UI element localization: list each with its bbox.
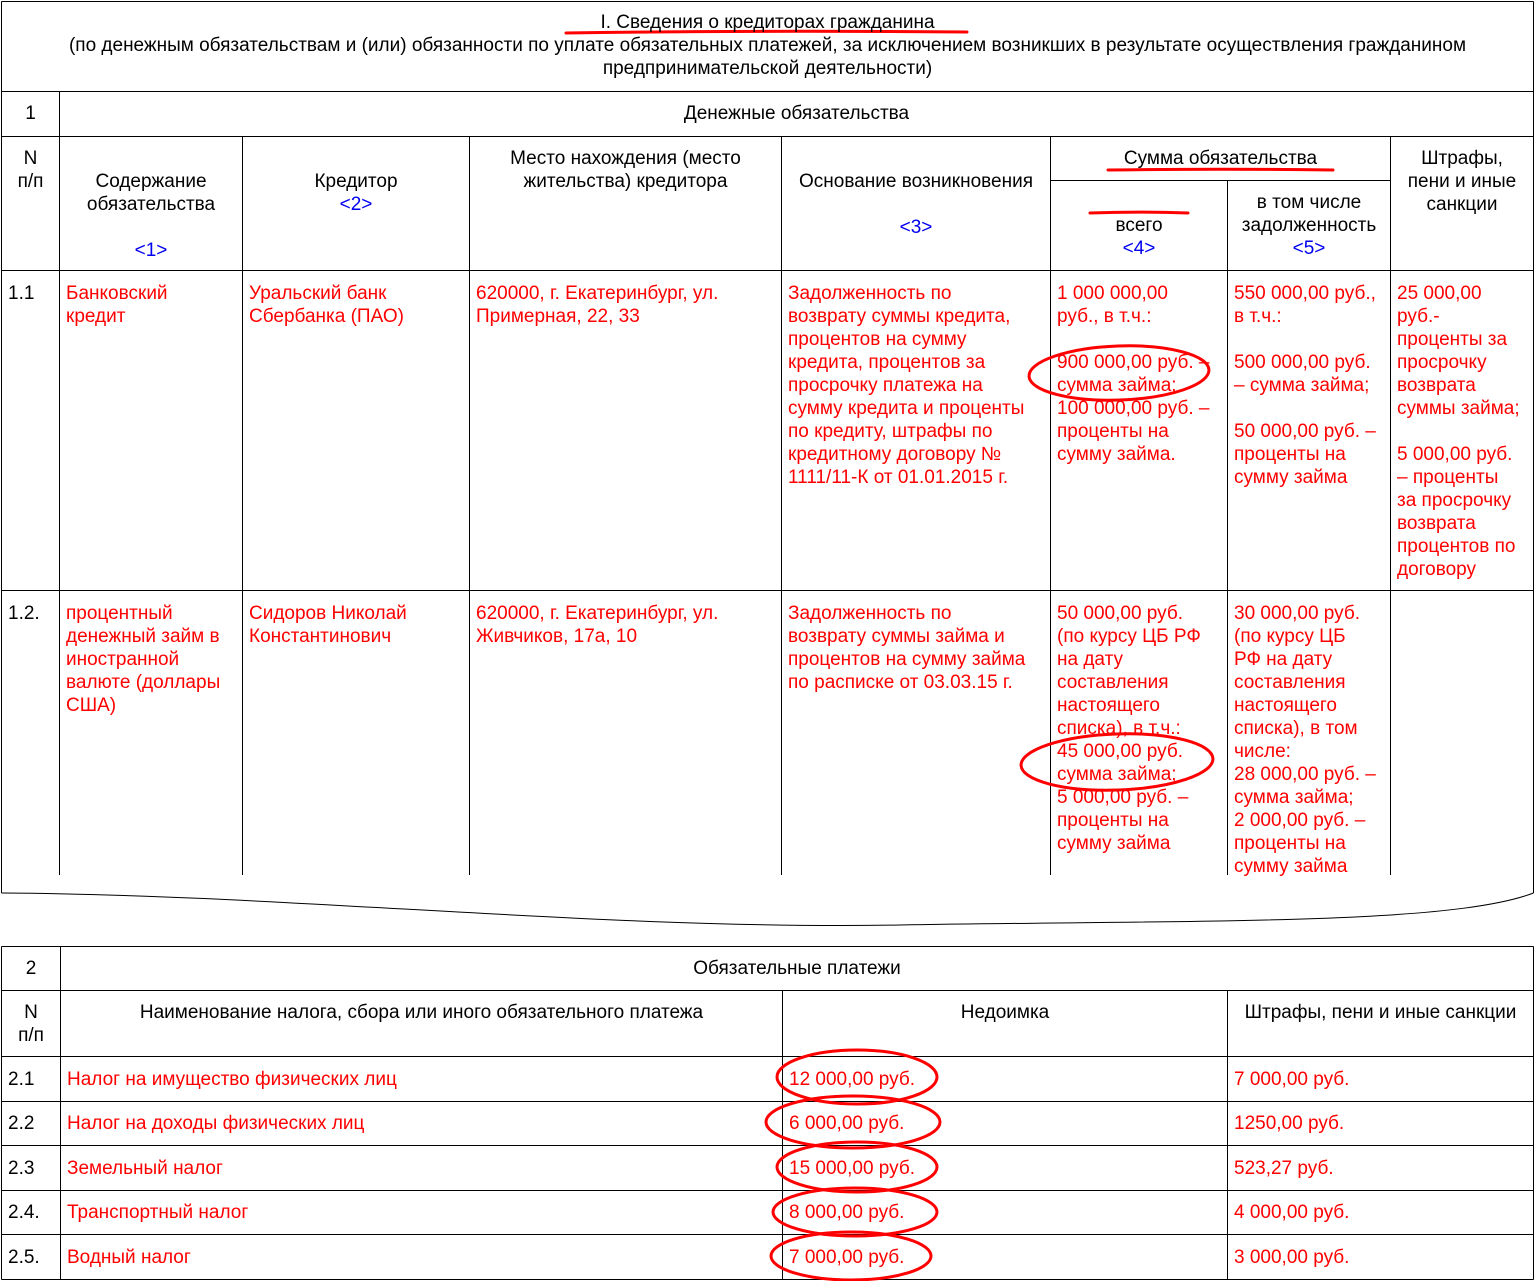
monetary-row-num: 1	[25, 103, 36, 124]
row-1-2-creditor: Сидоров Николай Константинович	[249, 603, 407, 647]
header-creditor-label: Кредитор	[314, 171, 398, 192]
payment-row-2-4-arrears: 8 000,00 руб.	[789, 1202, 905, 1223]
header-location: Место нахождения (место жительства) кредитора	[510, 148, 741, 192]
header-total-label: всего	[1115, 215, 1163, 236]
row-1-2-location: 620000, г. Екатеринбург, ул. Живчиков, 17а, 10	[476, 603, 719, 647]
payment-row-2-2-name: Налог на доходы физических лиц	[67, 1113, 365, 1134]
payments-header-fines: Штрафы, пени и иные санкции	[1244, 1002, 1517, 1023]
header-basis-label: Основание возникновения	[798, 171, 1033, 192]
payment-row-2-2-num: 2.2	[8, 1113, 35, 1134]
section-subtitle: (по денежным обязательствам и (или) обязанности по уплате обязательных платежей, за исключением возникших в результате осуществления гражданином предпринимательской деятельности)	[68, 35, 1467, 79]
payment-row-2-1-arrears: 12 000,00 руб.	[789, 1069, 916, 1090]
payment-row-2-1-fines: 7 000,00 руб.	[1234, 1069, 1350, 1090]
payment-row-2-1-name: Налог на имущество физических лиц	[67, 1069, 397, 1090]
header-content-label: Содержание обязательства	[86, 171, 216, 215]
monetary-title: Денежные обязательства	[683, 103, 910, 124]
header-creditor	[243, 147, 469, 216]
payment-row-2-5-fines: 3 000,00 руб.	[1234, 1247, 1350, 1268]
row-1-2-debt: 30 000,00 руб. (по курсу ЦБ РФ на дату составления настоящего списка), в том числе: 28 000,00 руб. – сумма займа; 2 000,00 руб. – проценты на сумму займа	[1234, 603, 1376, 876]
row-1-2-content: процентный денежный займ в иностранной валюте (доллары США)	[66, 603, 221, 716]
payment-row-2-4-fines: 4 000,00 руб.	[1234, 1202, 1350, 1223]
row-1-1-debt: 550 000,00 руб., в т.ч.: 500 000,00 руб. – сумма займа; 50 000,00 руб. – проценты на сумму займа	[1234, 283, 1376, 488]
payment-row-2-3-fines: 523,27 руб.	[1234, 1158, 1334, 1179]
row-1-1-fines: 25 000,00 руб.- проценты за просрочку возврата суммы займа; 5 000,00 руб. – проценты за просрочку возврата процентов по договору	[1397, 283, 1520, 580]
header-incl-debt-label: в том числе задолженность	[1241, 192, 1377, 236]
header-total-ref-link[interactable]: <4>	[1122, 238, 1156, 259]
payments-title: Обязательные платежи	[693, 958, 901, 979]
row-1-1-content: Банковский кредит	[66, 283, 168, 327]
payment-row-2-1-num: 2.1	[8, 1069, 35, 1090]
header-basis-ref-link[interactable]: <3>	[899, 217, 933, 238]
payment-row-2-3-arrears: 15 000,00 руб.	[789, 1158, 916, 1179]
payment-row-2-4-num: 2.4.	[8, 1202, 40, 1223]
header-content	[60, 147, 242, 262]
payment-row-2-3-num: 2.3	[8, 1158, 35, 1179]
header-total	[1051, 191, 1227, 260]
payment-row-2-5-name: Водный налог	[67, 1247, 191, 1268]
payment-row-2-5-arrears: 7 000,00 руб.	[789, 1247, 905, 1268]
header-incl-debt-ref-link[interactable]: <5>	[1292, 238, 1326, 259]
payments-row-num: 2	[25, 958, 37, 979]
payment-row-2-2-arrears: 6 000,00 руб.	[789, 1113, 905, 1134]
header-basis	[782, 147, 1050, 239]
header-creditor-ref-link[interactable]: <2>	[339, 194, 373, 215]
row-1-1-num: 1.1	[8, 283, 35, 304]
row-1-2-total: 50 000,00 руб. (по курсу ЦБ РФ на дату составления настоящего списка), в т.ч.: 45 000,00 руб. сумма займа; 5 000,00 руб. – проценты на сумму займа	[1057, 603, 1201, 854]
row-1-1-basis: Задолженность по возврату суммы кредита, процентов на сумму кредита, процентов за просрочку платежа на сумму кредита и проценты по кредиту, штрафы по кредитному договору № 1111/11-К от 01.01.2015 г.	[788, 283, 1025, 488]
header-incl-debt	[1228, 191, 1390, 260]
row-1-1-creditor: Уральский банк Сбербанка (ПАО)	[249, 283, 404, 327]
row-1-1-location: 620000, г. Екатеринбург, ул. Примерная, 22, 33	[476, 283, 719, 327]
payment-row-2-3-name: Земельный налог	[67, 1158, 223, 1179]
payment-row-2-5-num: 2.5.	[8, 1247, 40, 1268]
header-num: N п/п	[17, 148, 44, 192]
header-content-ref-link[interactable]: <1>	[134, 240, 168, 261]
row-1-1-total: 1 000 000,00 руб., в т.ч.: 900 000,00 руб. – сумма займа; 100 000,00 руб. – проценты на сумму займа.	[1057, 283, 1210, 465]
header-fines: Штрафы, пени и иные санкции	[1407, 148, 1517, 215]
header-sum: Сумма обязательства	[1123, 148, 1318, 169]
row-1-2-num: 1.2.	[8, 603, 40, 624]
payments-header-arrears: Недоимка	[960, 1002, 1050, 1023]
payments-header-num: N п/п	[18, 1002, 44, 1046]
row-1-2-basis: Задолженность по возврату суммы займа и процентов на сумму займа по расписке от 03.03.15 г.	[788, 603, 1026, 693]
payment-row-2-4-name: Транспортный налог	[67, 1202, 249, 1223]
payment-row-2-2-fines: 1250,00 руб.	[1234, 1113, 1345, 1134]
section-title: I. Сведения о кредиторах гражданина	[600, 12, 935, 33]
payments-header-name: Наименование налога, сбора или иного обязательного платежа	[139, 1002, 704, 1023]
